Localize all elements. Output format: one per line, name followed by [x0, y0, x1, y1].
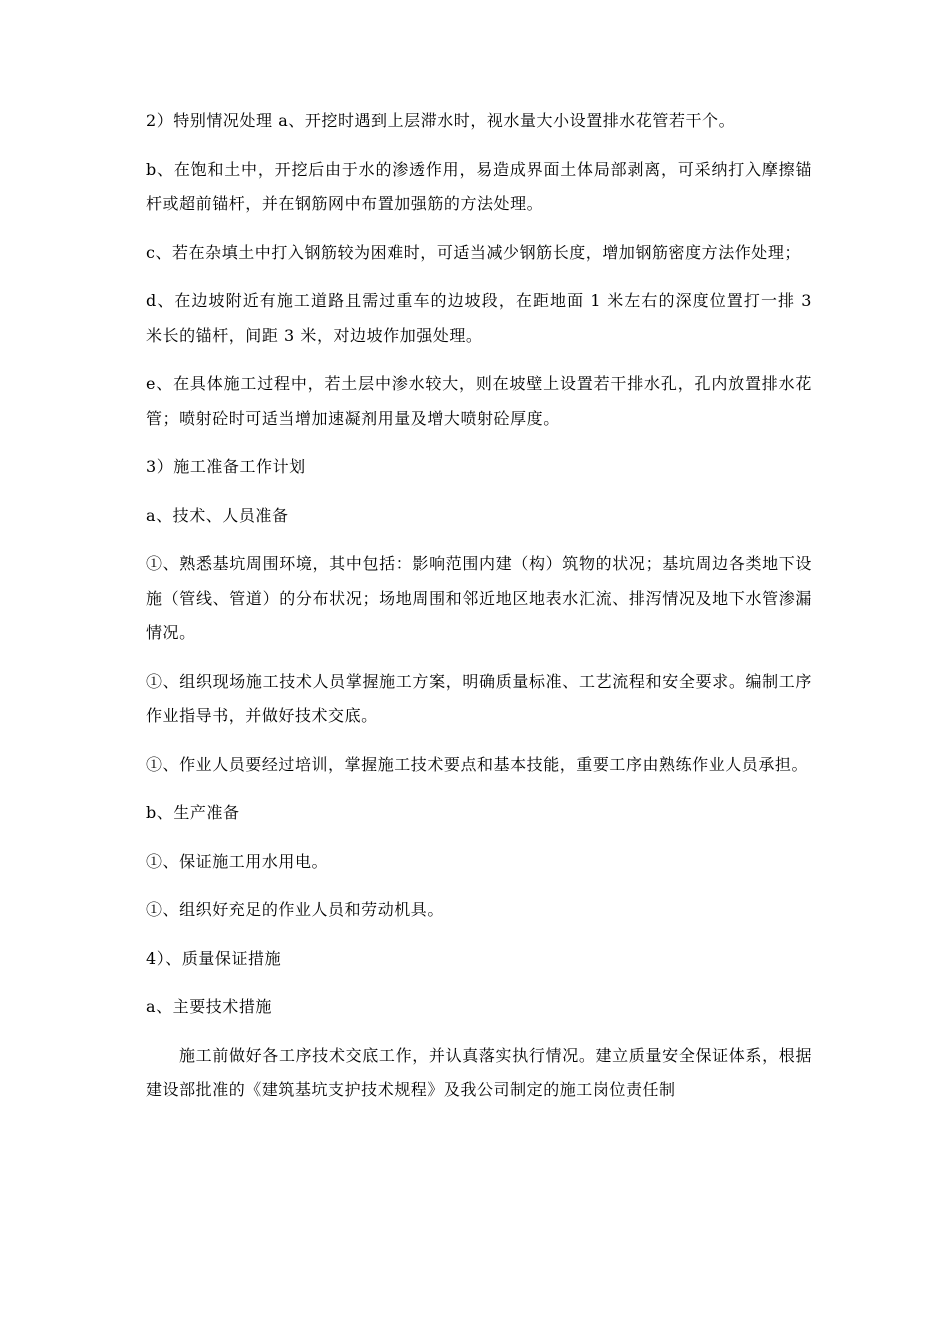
paragraph-special-handling: 2）特别情况处理 a、开挖时遇到上层滞水时，视水量大小设置排水花管若干个。	[146, 111, 736, 130]
heading-preparation-plan: 3）施工准备工作计划	[146, 457, 306, 476]
paragraph-training: ①、作业人员要经过培训，掌握施工技术要点和基本技能，重要工序由熟练作业人员承担。	[146, 754, 809, 774]
paragraph-technical-briefing: 施工前做好各工序技术交底工作，并认真落实执行情况。建立质量安全保证体系，根据建设部批准的《建筑基坑支护技术规程》及我公司制定的施工岗位责任制	[146, 1045, 812, 1099]
heading-quality-measures: 4）、质量保证措施	[146, 948, 282, 968]
subheading-production-prep: b、生产准备	[146, 803, 240, 822]
paragraph-saturated-soil: b、在饱和土中，开挖后由于水的渗透作用，易造成界面土体局部剥离，可采纳打入摩擦锚杆或超前锚杆，并在钢筋网中布置加强筋的方法处理。	[146, 159, 812, 213]
paragraph-fill-soil: c、若在杂填土中打入钢筋较为困难时，可适当减少钢筋长度，增加钢筋密度方法作处理；	[146, 242, 801, 262]
paragraph-labor-machinery: ①、组织好充足的作业人员和劳动机具。	[146, 900, 444, 919]
paragraph-seepage: e、在具体施工过程中，若土层中渗水较大，则在坡壁上设置若干排水孔，孔内放置排水花管；喷射砼时可适当增加速凝剂用量及增大喷射砼厚度。	[146, 374, 812, 428]
paragraph-environment: ①、熟悉基坑周围环境，其中包括：影响范围内建（构）筑物的状况；基坑周边各类地下设施（管线、管道）的分布状况；场地周围和邻近地区地表水汇流、排泻情况及地下水管渗漏情况。	[146, 554, 812, 642]
paragraph-organize-staff: ①、组织现场施工技术人员掌握施工方案，明确质量标准、工艺流程和安全要求。编制工序作业指导书，并做好技术交底。	[146, 671, 812, 725]
subheading-technical-personnel: a、技术、人员准备	[146, 505, 289, 525]
paragraph-water-power: ①、保证施工用水用电。	[146, 851, 329, 871]
document-body	[146, 104, 812, 1108]
paragraph-heavy-vehicle-slope: d、在边坡附近有施工道路且需过重车的边坡段，在距地面 1 米左右的深度位置打一排 3 米长的锚杆，间距 3 米，对边坡作加强处理。	[146, 291, 812, 345]
subheading-main-technical-measures: a、主要技术措施	[146, 997, 272, 1016]
